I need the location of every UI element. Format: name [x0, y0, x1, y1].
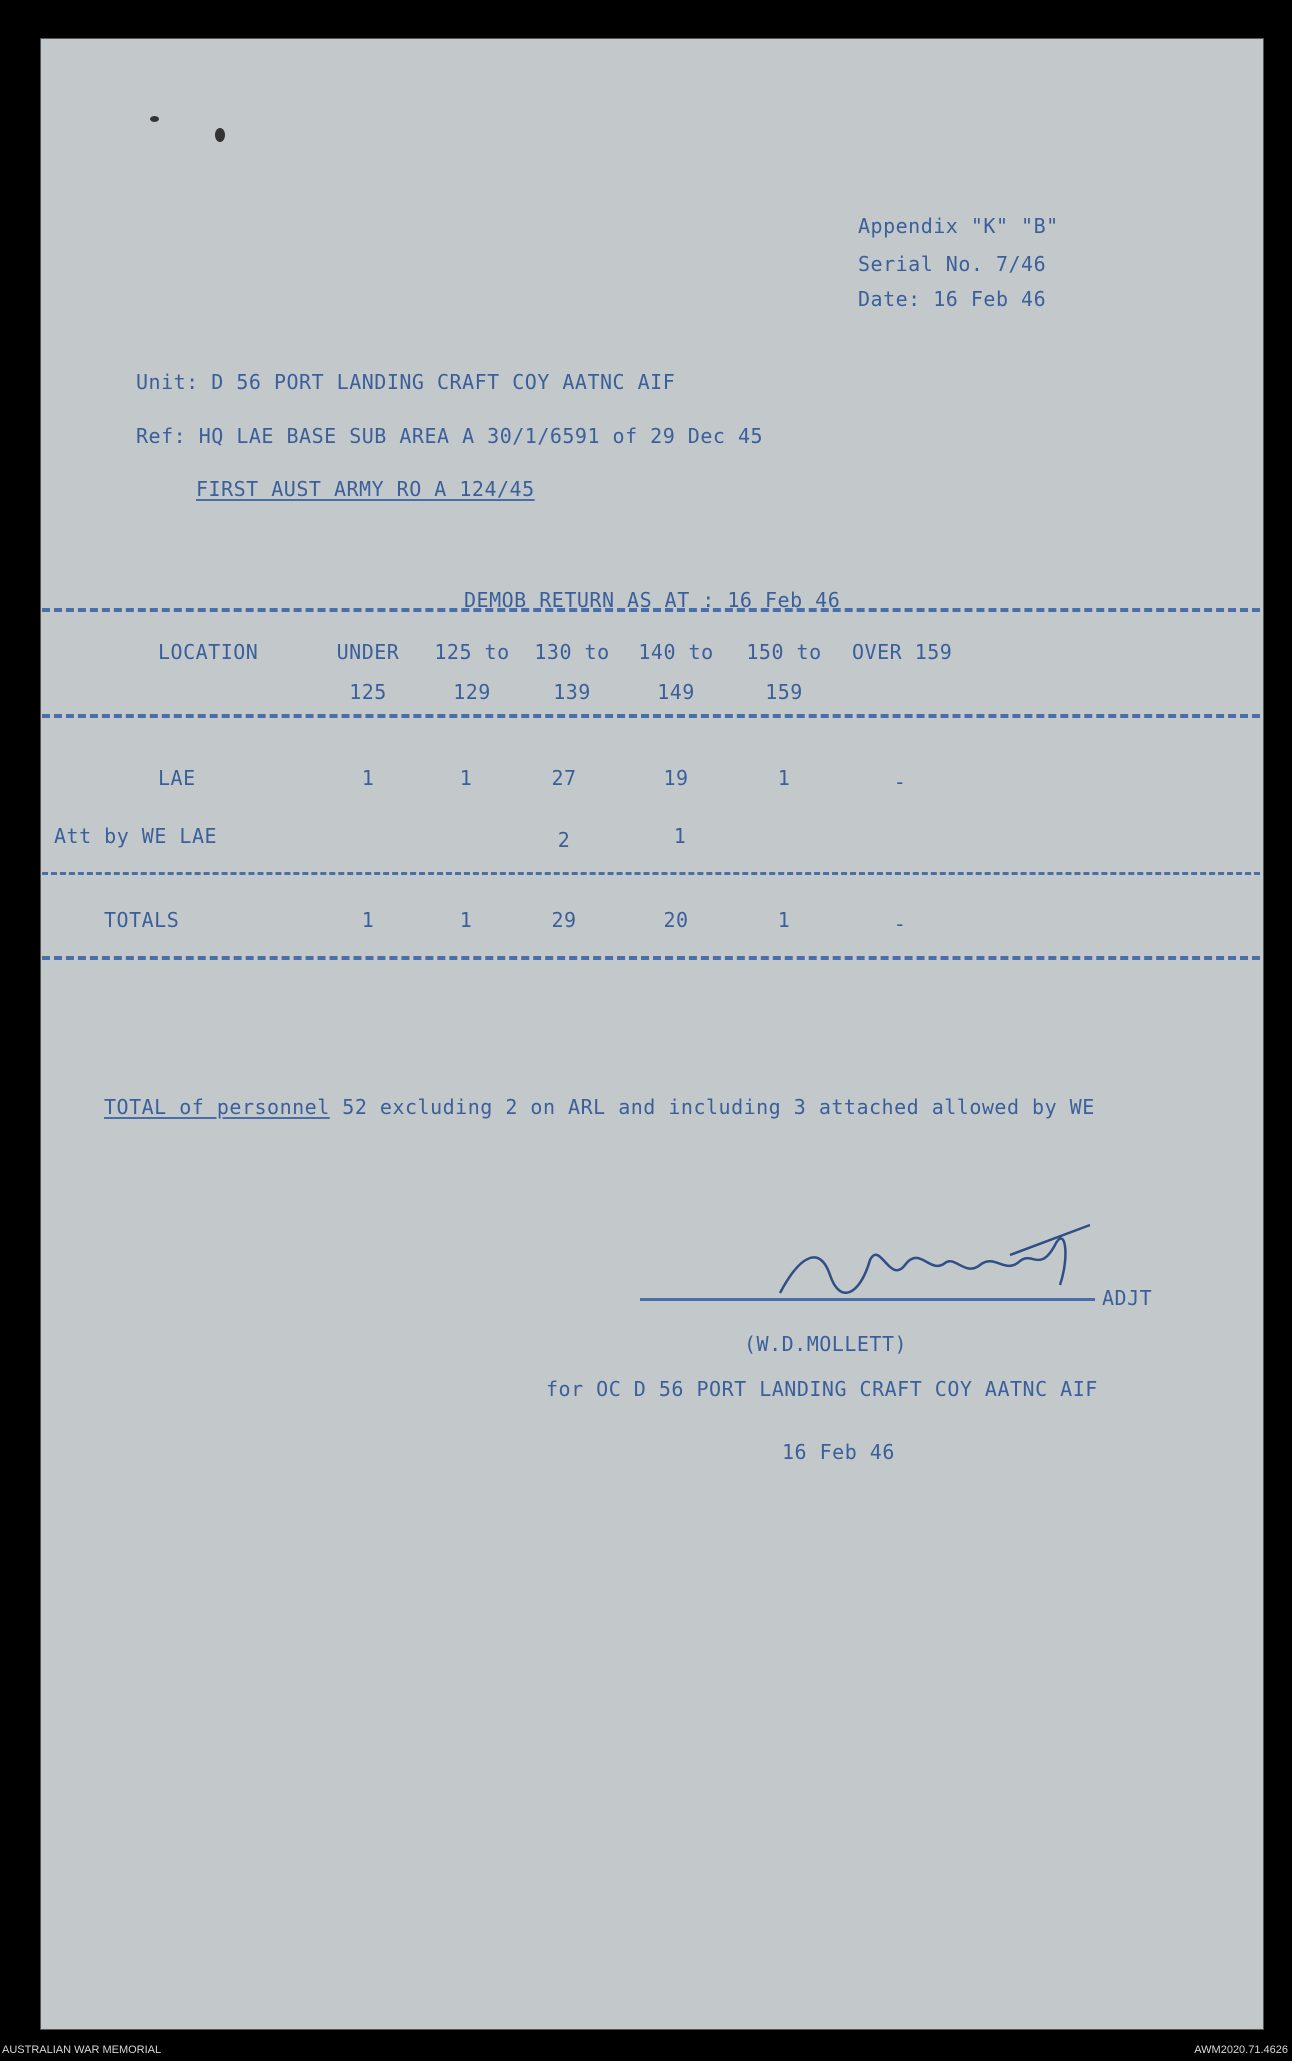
appendix-label: Appendix "K" "B": [858, 214, 1059, 238]
cell-lae-140-149: 19: [663, 766, 689, 790]
footer-left: AUSTRALIAN WAR MEMORIAL: [2, 2044, 162, 2056]
row-label-lae: LAE: [158, 766, 196, 790]
signature-mark: [770, 1215, 1150, 1305]
ref-line: Ref: HQ LAE BASE SUB AREA A 30/1/6591 of 29 Dec 45: [136, 424, 764, 448]
punch-hole: [215, 128, 225, 142]
punch-hole-small: [150, 116, 159, 122]
col-header-over-159: OVER 159: [852, 640, 953, 664]
document-page: [40, 38, 1264, 2030]
document-date: Date: 16 Feb 46: [858, 287, 1047, 311]
col-header-130-139-l2: 139: [553, 680, 591, 704]
totals-top-rule: [42, 872, 1260, 875]
cell-lae-125-129: 1: [459, 766, 473, 790]
col-header-130-139: 130 to: [534, 640, 610, 664]
col-header-150-159-l2: 159: [765, 680, 803, 704]
col-header-under-125: UNDER: [336, 640, 400, 664]
unit-line: Unit: D 56 PORT LANDING CRAFT COY AATNC AIF: [136, 370, 676, 394]
table-bottom-rule: [42, 956, 1260, 960]
col-header-140-149: 140 to: [638, 640, 714, 664]
header-bottom-rule: [42, 714, 1260, 718]
col-header-150-159: 150 to: [746, 640, 822, 664]
ref-line-2: FIRST AUST ARMY RO A 124/45: [196, 477, 535, 501]
cell-total-150-159: 1: [777, 908, 791, 932]
signature-line: [640, 1298, 1095, 1301]
cell-lae-130-139: 27: [551, 766, 577, 790]
summary-rest: 52 excluding 2 on ARL and including 3 attached allowed by WE: [329, 1095, 1095, 1119]
serial-number: Serial No. 7/46: [858, 252, 1047, 276]
col-header-125-129: 125 to: [434, 640, 510, 664]
signature-title: ADJT: [1102, 1286, 1153, 1310]
col-header-location: LOCATION: [158, 640, 259, 664]
cell-lae-150-159: 1: [777, 766, 791, 790]
cell-att-130-139: 2: [557, 828, 571, 852]
cell-total-under-125: 1: [361, 908, 375, 932]
signatory-for: for OC D 56 PORT LANDING CRAFT COY AATNC AIF: [546, 1377, 1098, 1401]
cell-total-140-149: 20: [663, 908, 689, 932]
col-header-140-149-l2: 149: [657, 680, 695, 704]
col-header-under-125-l2: 125: [349, 680, 387, 704]
footer-right: AWM2020.71.4626: [1194, 2044, 1288, 2056]
signature-date: 16 Feb 46: [782, 1440, 895, 1464]
table-title: DEMOB RETURN AS AT : 16 Feb 46: [464, 588, 841, 612]
personnel-summary: [104, 1095, 1095, 1119]
cell-lae-under-125: 1: [361, 766, 375, 790]
row-label-att-by-we-lae: Att by WE LAE: [54, 824, 218, 848]
row-label-totals: TOTALS: [104, 908, 180, 932]
cell-total-130-139: 29: [551, 908, 577, 932]
signatory-name: (W.D.MOLLETT): [744, 1332, 908, 1356]
table-top-rule: [42, 608, 1260, 612]
cell-total-125-129: 1: [459, 908, 473, 932]
cell-att-140-149: 1: [673, 824, 687, 848]
cell-total-over-159: -: [893, 912, 907, 936]
summary-underlined: TOTAL of personnel: [104, 1095, 330, 1119]
col-header-125-129-l2: 129: [453, 680, 491, 704]
cell-lae-over-159: -: [893, 770, 907, 794]
